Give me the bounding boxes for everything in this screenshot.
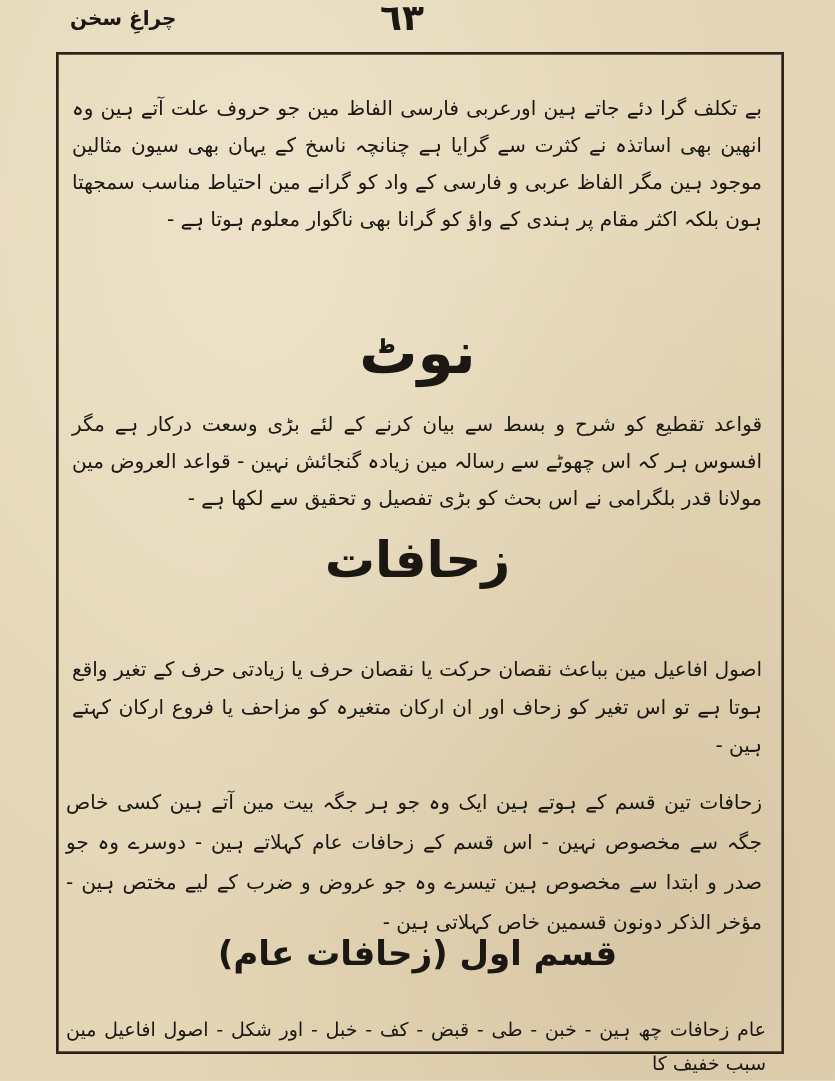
page-number: ٦٣: [380, 0, 424, 39]
section-one-paragraph: عام زحافات چھ ہین - خبن - طی - قبض - کف - خبل - اور شکل - اصول افاعیل مین سبب خفیف کا: [66, 1019, 766, 1075]
zihafat-definition-paragraph: اصول افاعیل مین بباعث نقصان حرکت یا نقصان حرف یا زیادتی حرف کے تغیر واقع ہوتا ہے تو اس تغیر کو زحاف اور ان ارکان متغیرہ کو مزاحف یا فروع ارکان کہتے ہین -: [72, 657, 762, 757]
running-head: [0, 0, 835, 44]
zihafat-heading: زحافات: [324, 531, 511, 589]
note-paragraph: قواعد تقطیع کو شرح و بسط سے بیان کرنے کے لئے بڑی وسعت درکار ہے مگر افسوس ہر کہ اس چھوٹے سے رسالہ مین زیادہ گنجائش نہین - قواعد العروض مین مولانا قدر بلگرامی نے اس بحث کو بڑی تفصیل و تحقیق سے لکھا ہے -: [72, 412, 762, 510]
section-one-heading: قسم اول (زحافات عام): [217, 934, 618, 974]
intro-paragraph: بے تکلف گرا دئے جاتے ہین اورعربی فارسی الفاظ مین جو حروف علت آتے ہین وہ انھین بھی اساتذہ نے کثرت سے گرایا ہے چنانچہ ناسخ کے یہان بھی سیون مثالین موجود ہین مگر الفاظ عربی و فارسی کے واد کو گرانے مین احتیاط مناسب سمجھتا ہون بلکہ اکثر مقام پر ہندی کے واؤ کو گرانا بھی ناگوار معلوم ہوتا ہے -: [72, 96, 762, 231]
note-heading: نوٹ: [359, 319, 476, 387]
zihafat-kinds-paragraph: زحافات تین قسم کے ہوتے ہین ایک وہ جو ہر جگہ بیت مین آتے ہین کسی خاص جگہ سے مخصوص نہین - اس قسم کے زحافات عام کہلاتے ہین - دوسرے وہ جو صدر و ابتدا سے مخصوص ہین تیسرے وہ جو عروض و ضرب کے لیے مختص ہین - مؤخر الذکر دونون قسمین خاص کہلاتی ہین -: [66, 790, 762, 934]
running-title: چراغِ سخن: [70, 6, 177, 30]
